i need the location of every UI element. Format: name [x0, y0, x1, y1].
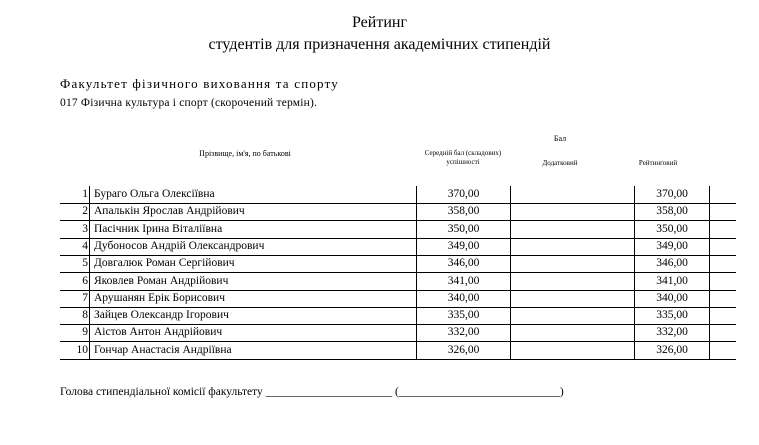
average-score: 332,00: [447, 326, 480, 339]
column-separator: [510, 186, 511, 359]
row-number: 1: [82, 188, 88, 200]
row-number: 8: [82, 309, 88, 322]
rating-score: 341,00: [656, 274, 688, 287]
average-score: 340,00: [447, 291, 480, 304]
row-number: 3: [82, 222, 88, 235]
average-score: 370,00: [447, 188, 480, 200]
rating-score: 340,00: [656, 291, 688, 304]
student-name: Довгалюк Роман Сергійович: [94, 257, 235, 270]
average-score: 335,00: [447, 309, 480, 322]
program-name: 017 Фізична культура і спорт (скорочений термін).: [60, 97, 318, 109]
row-number: 10: [76, 343, 88, 356]
document-subtitle: студентів для призначення академічних стипендій: [208, 36, 551, 53]
row-number: 5: [82, 257, 88, 270]
rating-score: 358,00: [656, 205, 688, 218]
signature-line: Голова стипендіальної комісії факультету ______________________ (____________________________): [60, 386, 564, 398]
average-score: 358,00: [447, 205, 480, 218]
faculty-name: Факультет фізичного виховання та спорту: [60, 76, 339, 91]
student-name: Дубоносов Андрій Олександрович: [94, 239, 265, 252]
student-name: Пасічник Ірина Віталіївна: [94, 222, 223, 235]
rating-score: 335,00: [656, 309, 688, 322]
rating-score: 332,00: [656, 326, 688, 339]
average-score: 349,00: [447, 239, 480, 252]
average-score: 341,00: [447, 274, 480, 287]
rating-score: 349,00: [656, 239, 688, 252]
column-separator: [416, 186, 417, 359]
student-name: Гончар Анастасія Андріївна: [94, 343, 232, 356]
student-name: Аістов Антон Андрійович: [94, 326, 223, 339]
row-number: 2: [82, 205, 88, 218]
header-name: Прізвище, ім'я, по батькові: [199, 149, 291, 158]
header-rating: Рейтинговий: [638, 159, 678, 167]
rating-score: 350,00: [656, 222, 688, 235]
student-name: Бураго Ольга Олексіївна: [94, 188, 215, 200]
average-score: 346,00: [447, 257, 480, 270]
row-number: 9: [82, 326, 88, 339]
row-number: 7: [82, 291, 88, 304]
row-number: 4: [82, 239, 88, 252]
header-additional: Додатковий: [542, 159, 578, 167]
rating-score: 346,00: [656, 257, 688, 270]
rating-score: 326,00: [656, 343, 688, 356]
header-average: Середній бал (складових) успішності: [424, 149, 502, 166]
average-score: 350,00: [447, 222, 480, 235]
average-score: 326,00: [447, 343, 480, 356]
student-name: Яковлев Роман Андрійович: [94, 274, 229, 287]
student-name: Зайцев Олександр Ігорович: [94, 309, 229, 322]
document-title: Рейтинг: [351, 14, 408, 31]
header-score-group: Бал: [553, 134, 567, 143]
rating-score: 370,00: [656, 188, 688, 200]
column-separator: [89, 186, 90, 359]
student-name: Арушанян Ерік Борисович: [94, 291, 225, 304]
student-name: Апалькін Ярослав Андрійович: [94, 205, 245, 218]
row-number: 6: [82, 274, 88, 287]
column-separator: [634, 186, 635, 359]
column-separator: [709, 186, 710, 359]
